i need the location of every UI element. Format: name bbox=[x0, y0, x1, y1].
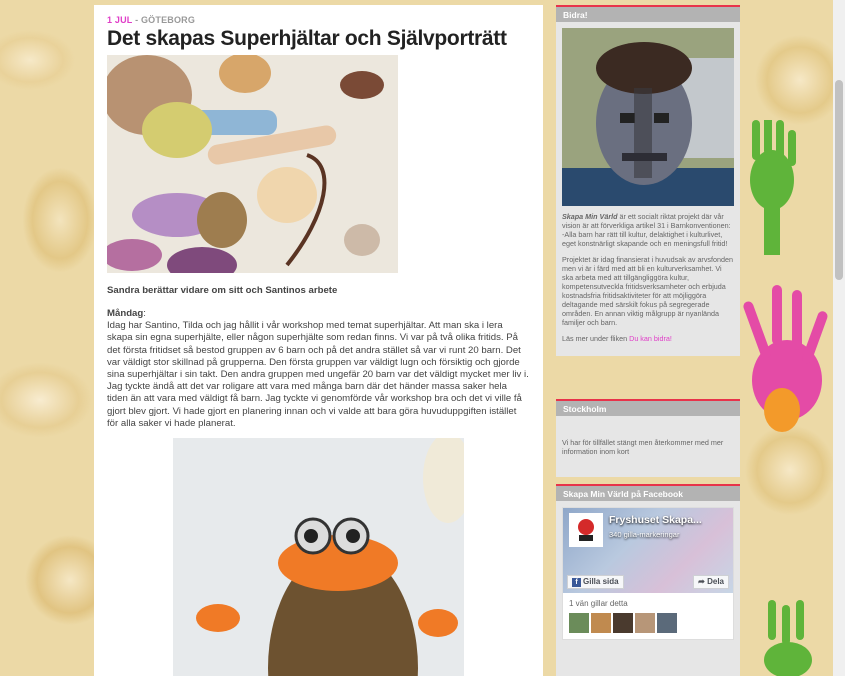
friends-like-text: 1 vän gillar detta bbox=[569, 599, 628, 608]
project-name: Skapa Min Värld bbox=[562, 212, 618, 221]
donate-more-prefix: Läs mer under fliken bbox=[562, 334, 630, 343]
clay-figure-illustration bbox=[173, 438, 464, 676]
clay-superhero-photo bbox=[173, 438, 464, 676]
day-heading: Måndag bbox=[107, 308, 144, 319]
facepaint-illustration bbox=[562, 28, 734, 206]
friend-avatar[interactable] bbox=[613, 613, 633, 633]
facebook-likes-count: 340 gilla-markeringar bbox=[609, 530, 680, 539]
facebook-page-avatar[interactable] bbox=[569, 513, 603, 547]
friend-avatar[interactable] bbox=[635, 613, 655, 633]
workshop-photo bbox=[107, 55, 398, 273]
stockholm-widget bbox=[556, 399, 740, 477]
green-hand-print-bottom bbox=[760, 600, 820, 676]
page-scrollbar[interactable] bbox=[833, 0, 845, 676]
stockholm-text: Vi har för tillfället stängt men återkommer med mer information inom kort bbox=[562, 438, 724, 456]
donate-heading: Bidra! bbox=[556, 5, 740, 22]
post-meta bbox=[107, 15, 530, 25]
share-arrow-icon: ➦ bbox=[698, 577, 708, 586]
facebook-share-button[interactable] bbox=[693, 575, 729, 589]
day-colon: : bbox=[143, 308, 146, 319]
facebook-body bbox=[556, 501, 740, 676]
stockholm-body bbox=[556, 416, 740, 477]
facebook-f-icon: f bbox=[572, 578, 581, 587]
donate-paragraph-2: Projektet är idag finansierat i huvudsak av arvsfonden men vi är i färd med att bli en kulturverksamhet. Vi ska arbeta med att tillgängliggöra kultur, kompetensutveckla fritidsverksamheter och erbjuda kostnadsfria fritidsaktiviteter för att möjliggöra deltagande med särskilt fokus på segregerade områden. En annan viktig målgrupp är nyanlända familjer och barn. bbox=[562, 255, 734, 327]
donate-text-1: är ett socialt riktat projekt där vår vision är att förverkliga artikel 31 i Barnkonventionen: -Alla barn har rätt till kultur, delaktighet i kulturlivet, eget konstnärligt skapande och en meningsfull fritid! bbox=[562, 212, 731, 248]
donate-link[interactable]: Du kan bidra! bbox=[629, 334, 672, 343]
workshop-photo-illustration bbox=[107, 55, 398, 273]
post-body bbox=[107, 308, 530, 430]
facebook-cover[interactable] bbox=[563, 508, 733, 593]
friend-avatar[interactable] bbox=[657, 613, 677, 633]
post-date[interactable]: 1 JUL bbox=[107, 15, 133, 25]
meta-separator: - bbox=[135, 15, 141, 25]
donate-widget bbox=[556, 5, 740, 356]
facebook-like-label: Gilla sida bbox=[583, 577, 619, 586]
facebook-page-name[interactable]: Fryshuset Skapa... bbox=[609, 514, 702, 526]
green-hand-print bbox=[742, 120, 802, 260]
post-location[interactable]: GÖTEBORG bbox=[140, 15, 196, 25]
donate-body bbox=[556, 22, 740, 356]
donate-more bbox=[562, 334, 734, 343]
donate-paragraph-1 bbox=[562, 212, 734, 248]
body-paragraph: Idag har Santino, Tilda och jag hållit i vår workshop med temat superhjältar. Att man ska i lera skapa sin egna superhjälte, eller någon superhjälte som redan finns. Vi var på två olika fritids. På det första fritidset så bestod gruppen av 6 barn och på det andra stället så var vi runt 20 barn. Det var väldigt stor skillnad på grupperna. Den första gruppen var väldigt lugn och försiktig och gjorde sina superhjältar i sin takt. Den andra gruppen med ungefär 20 barn var det väldigt mycket mer liv i. Jag tyckte ändå att det var roligare att vara med många barn där det händer massa saker hela tiden än att vara med väldigt få barn. Jag tyckte vi genomförde vår workshop bra och det vi ville få gjort blev gjort. Vi hade gjort en planering innan och vi valde att bara göra huvuduppgiften istället för alla saker vi hade planerat. bbox=[107, 320, 529, 429]
friend-avatars bbox=[569, 613, 727, 633]
scrollbar-thumb[interactable] bbox=[835, 80, 843, 280]
facebook-friends bbox=[563, 593, 733, 639]
friend-avatar[interactable] bbox=[591, 613, 611, 633]
stockholm-heading: Stockholm bbox=[556, 399, 740, 416]
fryshuset-logo-icon bbox=[571, 515, 601, 545]
post-caption: Sandra berättar vidare om sitt och Santinos arbete bbox=[107, 285, 338, 296]
facebook-like-page-button[interactable] bbox=[567, 575, 624, 589]
post-title[interactable]: Det skapas Superhjältar och Självporträtt bbox=[107, 27, 507, 50]
article bbox=[94, 5, 543, 676]
pink-hand-print bbox=[742, 280, 832, 480]
boy-facepaint-photo bbox=[562, 28, 734, 206]
facebook-share-label: Dela bbox=[707, 577, 724, 586]
facebook-heading: Skapa Min Värld på Facebook bbox=[556, 484, 740, 501]
facebook-page-plugin bbox=[562, 507, 734, 640]
facebook-widget bbox=[556, 484, 740, 676]
friend-avatar[interactable] bbox=[569, 613, 589, 633]
